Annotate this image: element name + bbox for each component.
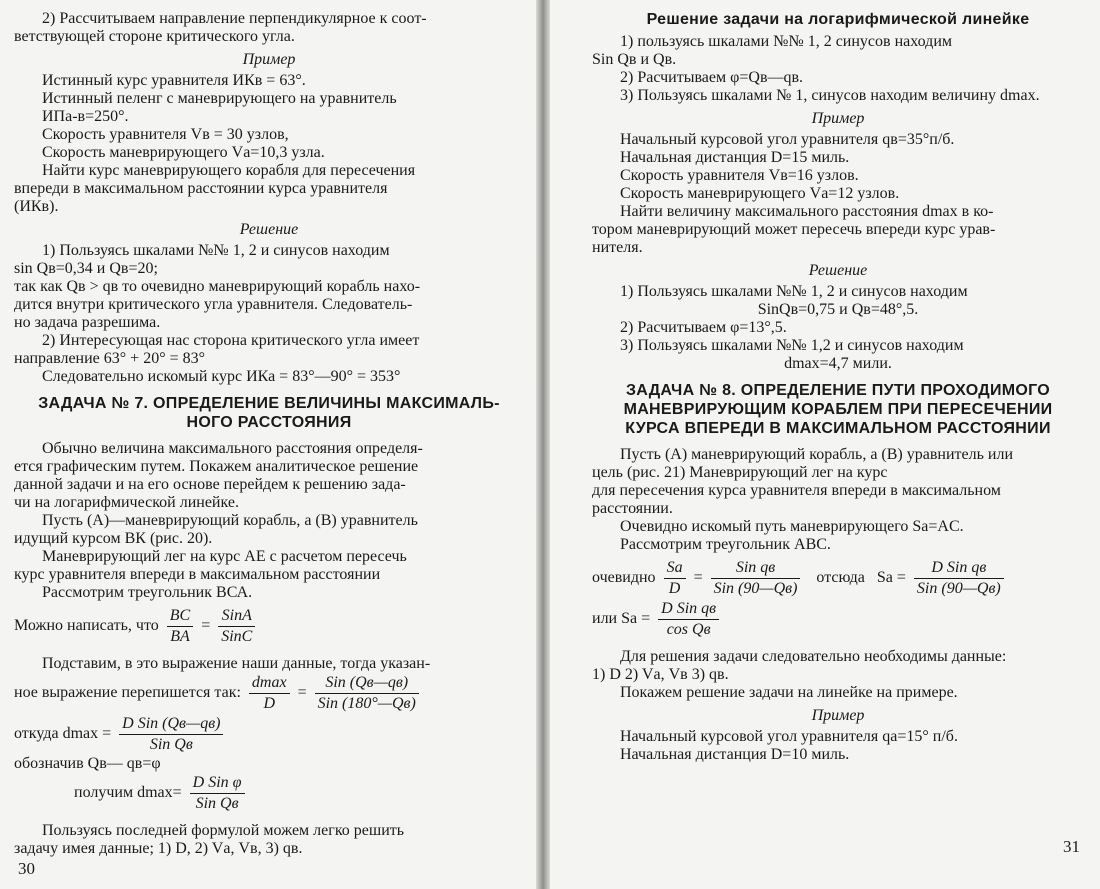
text-line: Решение: [239, 221, 299, 238]
solution-title: Решение: [808, 262, 868, 279]
left-text-block-3: [14, 822, 524, 858]
text-line: так как Qв > qв то очевидно маневрирующий корабль нахо-: [14, 278, 421, 295]
heading-line: ЗАДАЧА № 7. ОПРЕДЕЛЕНИЕ ВЕЛИЧИНЫ МАКСИМАЛЬ-: [38, 395, 500, 412]
text-line: Рассмотрим треугольник ВСА.: [42, 584, 253, 601]
formula-dmax-phi: [14, 773, 524, 814]
text-line: Скорость уравнителя Vв = 30 узлов,: [42, 126, 289, 143]
substitution-text: Подставим, в это выражение наши данные, тогда указан-: [42, 655, 431, 672]
fraction-dmax-explicit: [119, 714, 223, 755]
text-line: курс уравнителя впереди в максимальном расстоянии: [14, 566, 381, 583]
text-line: 3) Пользуясь шкалами №№ 1,2 и синусов находим: [620, 337, 964, 354]
text-line: Найти величину максимального расстояния dmax в ко-: [620, 203, 994, 220]
formula-dmax-ratio: [14, 673, 524, 714]
text-line: тором маневрирующий может пересечь впереди курс урав-: [592, 221, 996, 238]
numerator: D Sin qв: [914, 558, 1004, 579]
formula-dmax-explicit: [14, 714, 524, 755]
text-line: dmax=4,7 мили.: [784, 355, 892, 372]
fraction-bc-ba: [167, 606, 193, 647]
text-line: Скорость маневрирующего Vа=10,3 узла.: [42, 144, 325, 161]
left-text-block-1: [14, 10, 524, 386]
denominator: Sin (180°—Qв): [317, 695, 416, 712]
page-number-left: 30: [18, 859, 35, 878]
denominator: D: [668, 580, 681, 597]
formula-prefix: или Sa =: [592, 610, 651, 628]
numerator: D Sin qв: [658, 599, 719, 620]
text-line: Пример: [242, 51, 296, 68]
numerator: BC: [167, 606, 193, 627]
equals-sign: =: [201, 617, 211, 635]
example-title: Пример: [811, 110, 865, 127]
text-line: Sin Qв и Qв.: [592, 51, 677, 68]
denominator: D: [263, 695, 276, 712]
text-line: Истинный курс уравнителя ИКв = 63°.: [42, 72, 306, 89]
solution-block: [592, 283, 1084, 373]
numerator: Sa: [664, 558, 686, 579]
text-line: (ИКв).: [14, 198, 59, 215]
example-2-title: Пример: [811, 707, 865, 724]
left-page: [14, 10, 524, 885]
text-line: Начальная дистанция D=10 миль.: [620, 746, 850, 763]
task-8-heading: [592, 381, 1084, 438]
text-line: данной задачи и на его основе перейдем к решению зада-: [14, 476, 406, 493]
text-line: Начальный курсовой угол уравнителя qв=35°п/б.: [620, 131, 955, 148]
denominator: Sin (90—Qв): [713, 580, 798, 597]
formula-prefix: Можно написать, что: [14, 617, 159, 635]
text-line: 2) Рассчитываем направление перпендикулярное к соот-: [42, 10, 427, 27]
text-line: 3) Пользуясь шкалами № 1, синусов находим величину dmax.: [620, 87, 1040, 104]
text-line: впереди в максимальном расстоянии курса уравнителя: [14, 180, 388, 197]
text-line: ется графическим путем. Покажем аналитическое решение: [14, 458, 419, 475]
text-line: 1) Пользуясь шкалами №№ 1, 2 и синусов находим: [42, 242, 390, 259]
text-line: Пусть (А) маневрирующий корабль, а (В) уравнитель или: [620, 446, 1014, 463]
formula-connector: отсюда: [816, 569, 865, 587]
text-line: Обычно величина максимального расстояния определя-: [42, 440, 423, 457]
text-line: Маневрирующий лег на курс АЕ с расчетом пересечь: [42, 548, 407, 565]
text-line: 1) D 2) Vа, Vв 3) qв.: [592, 666, 729, 683]
formula-sa-cos: [592, 599, 1084, 640]
formula-prefix: откуда dmax =: [14, 725, 112, 743]
right-text-block-3: [592, 648, 1084, 702]
heading-line: КУРСА ВПЕРЕДИ В МАКСИМАЛЬНОМ РАССТОЯНИИ: [625, 420, 1051, 437]
formula-prefix: получим dmax=: [74, 784, 182, 802]
right-text-block-2: [592, 446, 1084, 554]
heading-line: НОГО РАССТОЯНИЯ: [186, 414, 352, 431]
example-2-block: [592, 728, 1084, 764]
formula-prefix: очевидно: [592, 569, 656, 587]
formula-sa-ratio: очевидно $\frac{Sa}{D}$ = $\frac{\text{Sin qв}}{\text{Sin (90—Qв)}}$ отсюда Sa = $\frac{\text{D Sin qв}}{\text{Sin (90—Qв)}}$: [592, 558, 1084, 599]
text-line: цель (рис. 21) Маневрирующий лег на курс: [592, 464, 888, 481]
text-line: для пересечения курса уравнителя впереди в максимальном: [592, 482, 1001, 499]
denominator: cos Qв: [666, 621, 711, 638]
numerator: dmax: [249, 673, 290, 694]
text-line: Покажем решение задачи на линейке на примере.: [620, 684, 958, 701]
text-line: 1) Пользуясь шкалами №№ 1, 2 и синусов находим: [620, 283, 968, 300]
fraction-sin-ratio: [315, 673, 419, 714]
text-line: Начальная дистанция D=15 миль.: [620, 149, 850, 166]
denominator: BA: [170, 628, 190, 645]
text-line: Найти курс маневрирующего корабля для пересечения: [42, 162, 416, 179]
right-text-block-1: [592, 33, 1084, 105]
text-line: но задача разрешима.: [14, 314, 161, 331]
denominator: Sin (90—Qв): [916, 580, 1001, 597]
heading-line: МАНЕВРИРУЮЩИМ КОРАБЛЕМ ПРИ ПЕРЕСЕЧЕНИИ: [623, 401, 1053, 418]
fraction-dmax-d: [249, 673, 290, 714]
text-line: задачу имея данные; 1) D, 2) Vа, Vв, 3) qв.: [14, 840, 303, 857]
numerator: D Sin (Qв—qв): [119, 714, 223, 735]
fraction-sina-sinc: [218, 606, 255, 647]
text-line: Начальный курсовой угол уравнителя qа=15° п/б.: [620, 728, 958, 745]
text-line: направление 63° + 20° = 83°: [14, 350, 206, 367]
left-text-block-2: [14, 440, 524, 602]
numerator: Sin (Qв—qв): [315, 673, 419, 694]
book-gutter: [536, 0, 550, 889]
task-7-heading: [14, 394, 524, 432]
text-line: Рассмотрим треугольник ABC.: [620, 536, 831, 553]
formula-sine-rule: [14, 606, 524, 647]
phi-definition: обозначив Qв— qв=φ: [14, 755, 161, 772]
fraction-sa-cos: [658, 599, 719, 640]
right-page: [592, 10, 1084, 885]
text-line: Пусть (А)—маневрирующий корабль, а (В) уравнитель: [42, 512, 418, 529]
text-line: расстоянии.: [592, 500, 673, 517]
formula-prefix: ное выражение перепишется так:: [14, 684, 241, 702]
denominator: Sin Qв: [195, 795, 239, 812]
example-block: [592, 131, 1084, 257]
page-number-right: 31: [1063, 837, 1080, 856]
text-line: Для решения задачи следовательно необходимы данные:: [620, 648, 1007, 665]
text-line: 1) пользуясь шкалами №№ 1, 2 синусов находим: [620, 33, 953, 50]
denominator: Sin Qв: [149, 736, 193, 753]
text-line: Скорость маневрирующего Vа=12 узлов.: [620, 185, 900, 202]
text-line: Истинный пеленг с маневрирующего на уравнитель: [42, 90, 397, 107]
numerator: D Sin φ: [190, 773, 245, 794]
fraction-sa-explicit: [914, 558, 1004, 599]
denominator: SinC: [221, 628, 253, 645]
text-line: дится внутри критического угла уравнителя. Следователь-: [14, 296, 413, 313]
text-line: Очевидно искомый путь маневрирующего Sa=AC.: [620, 518, 964, 535]
text-line: 2) Расчитываем φ=Qв—qв.: [620, 69, 804, 86]
text-line: Следовательно искомый курс ИКа = 83°—90° = 353°: [42, 368, 401, 385]
heading-line: ЗАДАЧА № 8. ОПРЕДЕЛЕНИЕ ПУТИ ПРОХОДИМОГО: [625, 382, 1051, 399]
formula-prefix: Sa =: [876, 569, 906, 587]
text-line: ИПа-в=250°.: [42, 108, 129, 125]
numerator: Sin qв: [711, 558, 801, 579]
fraction-sin-qv: [711, 558, 801, 599]
fraction-dmax-phi: [190, 773, 245, 814]
text-line: SinQв=0,75 и Qв=48°,5.: [757, 301, 919, 318]
text-line: 2) Интересующая нас сторона критического угла имеет: [42, 332, 420, 349]
text-line: идущий курсом ВК (рис. 20).: [14, 530, 213, 547]
slide-rule-section-title: Решение задачи на логарифмической линейке: [646, 11, 1030, 28]
numerator: SinA: [218, 606, 255, 627]
text-line: 2) Расчитываем φ=13°,5.: [620, 319, 787, 336]
text-line: Скорость уравнителя Vв=16 узлов.: [620, 167, 859, 184]
equals-sign: =: [297, 684, 307, 702]
fraction-sa-d: [664, 558, 686, 599]
text-line: Пользуясь последней формулой можем легко решить: [42, 822, 405, 839]
text-line: нителя.: [592, 239, 643, 256]
text-line: sin Qв=0,34 и Qв=20;: [14, 260, 158, 277]
text-line: ветствующей стороне критического угла.: [14, 28, 295, 45]
text-line: чи на логарифмической линейке.: [14, 494, 239, 511]
